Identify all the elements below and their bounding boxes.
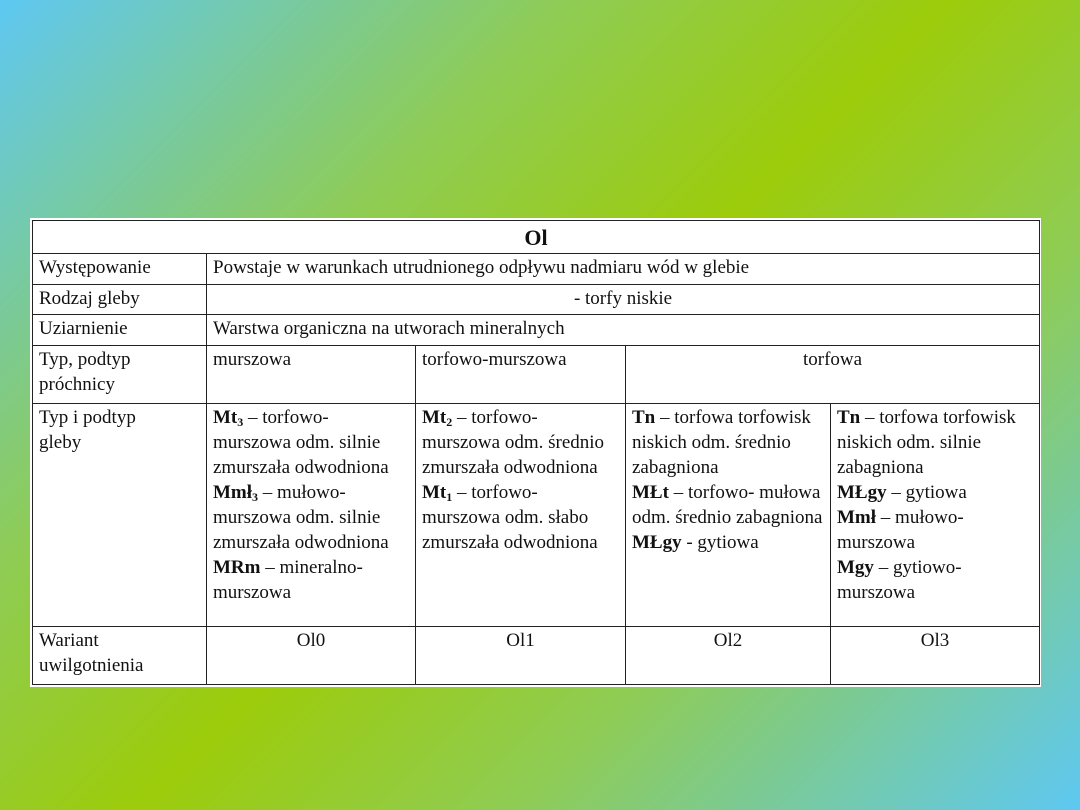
row-label bbox=[33, 346, 207, 404]
soil-type-description: – gytiowo- murszowa bbox=[837, 557, 962, 604]
soil-type-subscript: 1 bbox=[446, 490, 453, 505]
soil-type-description: - gytiowa bbox=[681, 532, 759, 554]
row-label bbox=[33, 404, 207, 627]
soil-types-col3 bbox=[626, 404, 831, 627]
soil-type-code: MŁgy bbox=[632, 532, 682, 554]
soil-type-subscript: 2 bbox=[446, 415, 453, 430]
soil-type-code: MRm bbox=[213, 557, 261, 579]
soil-types-col2 bbox=[416, 404, 626, 627]
row-label: Rodzaj gleby bbox=[33, 284, 207, 315]
table-title: Ol bbox=[33, 221, 1040, 254]
soil-types-col1 bbox=[207, 404, 416, 627]
prochnica-torfowa: torfowa bbox=[626, 346, 1040, 404]
row-label-line: próchnicy bbox=[39, 374, 115, 396]
soil-type-description: – torfowo- mułowa odm. średnio zabagniona bbox=[632, 482, 823, 529]
row-wystepowanie bbox=[33, 254, 1040, 285]
soil-type-description: – torfowa torfowisk niskich odm. średnio zabagniona bbox=[632, 407, 811, 479]
soil-type-subscript: 3 bbox=[252, 490, 259, 505]
soil-type-code: Mmł bbox=[837, 507, 877, 529]
soil-type-description: – torfowa torfowisk niskich odm. silnie zabagniona bbox=[837, 407, 1016, 479]
soil-type-entry bbox=[213, 555, 409, 605]
soil-type-entry bbox=[632, 530, 824, 555]
row-label-line: gleby bbox=[39, 432, 82, 454]
row-rodzaj-gleby bbox=[33, 284, 1040, 315]
soil-type-entry bbox=[837, 405, 1033, 480]
soil-type-code: Mmł$_3$ bbox=[213, 482, 259, 505]
row-label-line: uwilgotnienia bbox=[39, 654, 144, 676]
row-value: Warstwa organiczna na utworach mineralnych bbox=[207, 315, 1040, 346]
soil-type-description: – gytiowa bbox=[886, 482, 967, 504]
soil-type-description: – torfowo- murszowa odm. słabo zmurszała odwodniona bbox=[422, 482, 598, 554]
variant-ol1: Ol1 bbox=[416, 626, 626, 684]
soil-type-description: – mułowo- murszowa bbox=[837, 507, 964, 554]
soil-type-subscript: 3 bbox=[237, 415, 244, 430]
soil-types-col4 bbox=[831, 404, 1040, 627]
soil-type-code: $Mt_1$ bbox=[422, 482, 453, 505]
soil-type-entry bbox=[837, 480, 1033, 505]
soil-type-description: – mułowo- murszowa odm. silnie zmurszała odwodniona bbox=[213, 482, 389, 554]
soil-type-description: – torfowo- murszowa odm. średnio zmurszała odwodniona bbox=[422, 407, 605, 479]
variant-ol0: Ol0 bbox=[207, 626, 416, 684]
variant-ol3: Ol3 bbox=[831, 626, 1040, 684]
soil-type-entry bbox=[632, 405, 824, 480]
soil-type-code: Tn bbox=[837, 407, 861, 429]
soil-type-entry bbox=[837, 555, 1033, 605]
row-typ-prochnicy bbox=[33, 346, 1040, 404]
soil-type-description: – mineralno- murszowa bbox=[213, 557, 363, 604]
soil-type-entry bbox=[213, 480, 409, 555]
row-wariant bbox=[33, 626, 1040, 684]
row-label-line: Wariant bbox=[39, 629, 99, 651]
soil-type-entry bbox=[213, 405, 409, 480]
soil-type-entry bbox=[837, 505, 1033, 555]
row-typ-gleby bbox=[33, 404, 1040, 627]
soil-type-description: – torfowo- murszowa odm. silnie zmurszała odwodniona bbox=[213, 407, 389, 479]
variant-ol2: Ol2 bbox=[626, 626, 831, 684]
row-uziarnienie bbox=[33, 315, 1040, 346]
soil-type-code: MŁgy bbox=[837, 482, 887, 504]
row-label bbox=[33, 626, 207, 684]
row-label-line: Typ i podtyp bbox=[39, 407, 136, 429]
soil-classification-table bbox=[32, 220, 1040, 685]
soil-type-entry bbox=[632, 480, 824, 530]
soil-type-entry bbox=[422, 480, 619, 555]
row-value: - torfy niskie bbox=[207, 284, 1040, 315]
row-label: Uziarnienie bbox=[33, 315, 207, 346]
soil-type-entry bbox=[422, 405, 619, 480]
soil-type-code: Mgy bbox=[837, 557, 874, 579]
row-value: Powstaje w warunkach utrudnionego odpływu nadmiaru wód w glebie bbox=[207, 254, 1040, 285]
row-label-line: Typ, podtyp bbox=[39, 349, 131, 371]
soil-type-code: Tn bbox=[632, 407, 656, 429]
prochnica-torfowo-murszowa: torfowo-murszowa bbox=[416, 346, 626, 404]
soil-type-code: MŁt bbox=[632, 482, 669, 504]
soil-table-container bbox=[30, 218, 1041, 687]
prochnica-murszowa: murszowa bbox=[207, 346, 416, 404]
title-row bbox=[33, 221, 1040, 254]
soil-type-code: $Mt_3$ bbox=[213, 407, 244, 430]
soil-type-code: $Mt_2$ bbox=[422, 407, 453, 430]
row-label: Występowanie bbox=[33, 254, 207, 285]
